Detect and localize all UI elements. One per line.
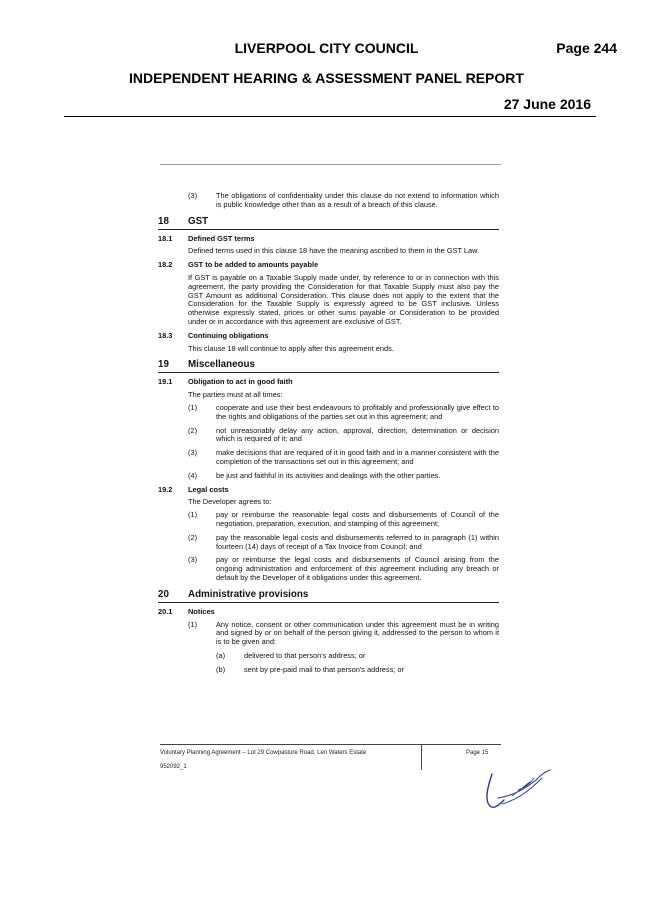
subclause-heading-18-2 [158,260,499,270]
list-item [188,448,499,467]
paragraph: Defined terms used in this clause 18 have the meaning ascribed to them in the GST Law. [188,246,480,256]
subclause-title: GST to be added to amounts payable [188,260,319,270]
list-item [188,470,499,481]
item-text: be just and faithful in its activities and dealings with the other parties. [216,470,441,480]
clause-heading-20 [158,589,499,603]
document-top-rule [160,164,501,165]
handwritten-signature [478,766,558,816]
list-item [188,532,499,552]
list-subitem [216,664,499,675]
footer-divider [160,744,501,745]
report-date: 27 June 2016 [503,96,591,112]
item-number: (b) [216,664,226,674]
subclause-heading-18-1 [158,233,499,244]
item-number: (3) [188,448,198,458]
paragraph: If GST is payable on a Taxable Supply made under, by reference to or in connection with this agreement, the party providing the Consideration for that Taxable Supply must also pay the GST Amount as additional Consideration. This clause does not apply to the extent that the Consideration for the Taxable Supply is expressly agreed to be GST inclusive. Unless otherwise expressly stated, prices or other sums payable or Consideration to be provided under or in accordance with this agreement are exclusive of GST. [188,272,499,326]
clause-title: Miscellaneous [188,359,255,371]
item-number: (a) [216,650,226,660]
subclause-title: Notices [188,606,215,616]
footer-document-ref: 952092_1 [160,764,187,770]
clause-heading-19 [158,359,499,373]
clause-title: GST [188,215,209,227]
item-text: pay or reimburse the legal costs and disbursements of Council arising from the ongoing administration and enforcement of this agreement including any breach or default by the Developer of it obligations under this agreement. [216,555,499,582]
item-text: delivered to that person's address; or [244,650,366,660]
item-text: make decisions that are required of it in good faith and in a manner consistent with the completion of the transactions set out in this agreement; and [216,448,499,466]
confidentiality-item [188,191,499,210]
agreement-page-body [158,192,499,679]
item-text: sent by pre-paid mail to that person's address; or [244,664,404,674]
item-text: not unreasonably delay any action, approval, direction, determination or decision which is required of it; and [216,425,499,444]
subclause-number: 18.1 [158,233,173,243]
item-number: (1) [188,619,198,629]
item-number: (2) [188,425,198,435]
item-text: The obligations of confidentiality under this clause do not extend to information which is public knowledge other than as a result of a breach of this clause. [216,191,499,209]
paragraph: The parties must at all times: [188,390,283,400]
item-number: (1) [188,510,198,520]
list-item [188,555,499,582]
subclause-title: Legal costs [188,484,229,494]
item-number: (3) [188,191,198,200]
list-item [188,619,499,647]
subclause-title: Defined GST terms [188,233,255,243]
subclause-heading-19-1 [158,377,499,387]
subclause-number: 18.2 [158,260,173,270]
subclause-title: Obligation to act in good faith [188,377,293,387]
list-subitem [216,650,499,661]
clause-number: 18 [158,215,169,227]
footer-vertical-divider [421,745,422,770]
clause-number: 19 [158,359,169,371]
clause-title: Administrative provisions [188,588,309,600]
footer-agreement-title: Voluntary Planning Agreement – Lot 29 Cowpasture Road, Len Waters Estate [160,750,367,756]
list-item [188,402,499,422]
paragraph: This clause 18 will continue to apply after this agreement ends. [188,343,394,353]
footer-page-number: Page 15 [466,750,489,756]
item-text: Any notice, consent or other communication under this agreement must be in writing and signed by or on behalf of the person giving it, addressed to the person to whom it is to be given and: [216,619,499,647]
subclause-title: Continuing obligations [188,330,269,340]
subclause-heading-20-1 [158,606,499,617]
subclause-heading-19-2 [158,484,499,495]
page-number: Page 244 [556,40,617,56]
list-item [188,425,499,445]
item-number: (3) [188,555,198,565]
subclause-number: 20.1 [158,606,173,616]
list-item [188,510,499,529]
subclause-number: 19.2 [158,484,173,494]
report-title: INDEPENDENT HEARING & ASSESSMENT PANEL REPORT [129,70,524,86]
item-number: (1) [188,402,198,412]
item-number: (4) [188,470,198,480]
subclause-number: 19.1 [158,377,173,387]
item-text: pay or reimburse the reasonable legal costs and disbursements of Council of the negotiation, preparation, execution, and stamping of this agreement; [216,510,499,528]
item-text: cooperate and use their best endeavours to profitably and professionally give effect to the rights and obligations of the parties set out in this agreement; and [216,402,499,421]
clause-number: 20 [158,588,169,600]
subclause-number: 18.3 [158,330,173,340]
clause-heading-18 [158,216,499,230]
item-number: (2) [188,532,198,542]
council-name: LIVERPOOL CITY COUNCIL [234,40,419,56]
paragraph: The Developer agrees to: [188,497,272,507]
item-text: pay the reasonable legal costs and disbursements referred to in paragraph (1) within fourteen (14) days of receipt of a Tax Invoice from Council; and [216,532,499,551]
header-divider [64,116,596,117]
subclause-heading-18-3 [158,330,499,341]
